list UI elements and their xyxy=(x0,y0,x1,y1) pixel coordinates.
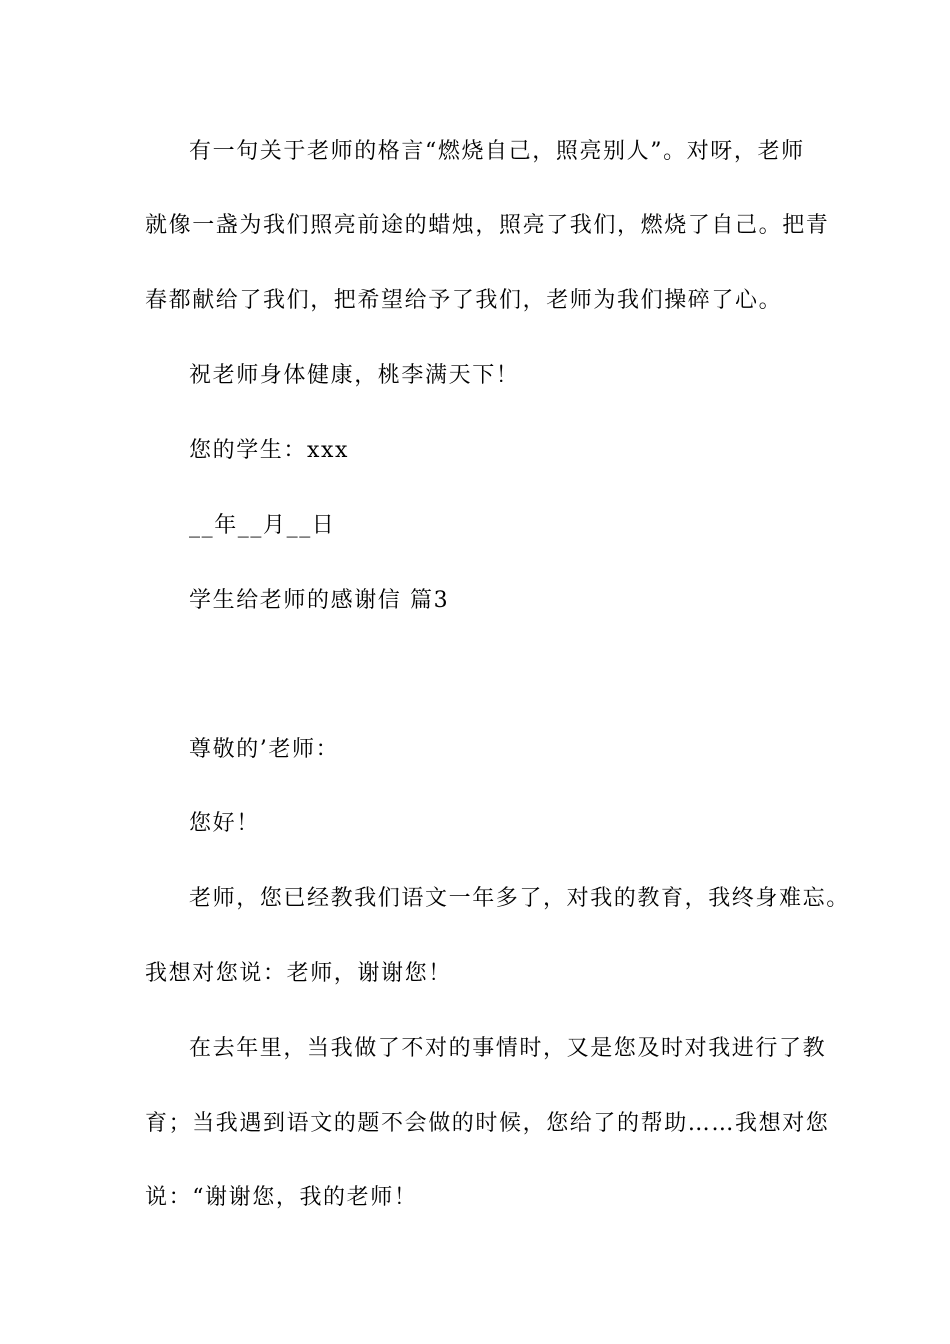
closing-wish: 祝老师身体健康，桃李满天下！ xyxy=(189,363,520,388)
section-heading: 学生给老师的感谢信 篇3 xyxy=(189,588,450,613)
date-line: __年__月__日 xyxy=(189,513,336,538)
paragraph-line: 春都献给了我们，把希望给予了我们，老师为我们操碎了心。 xyxy=(145,288,783,313)
paragraph-line: 就像一盏为我们照亮前途的蜡烛，照亮了我们，燃烧了自己。把青 xyxy=(145,213,830,238)
paragraph-line: 有一句关于老师的格言“燃烧自己，照亮别人”。对呀，老师 xyxy=(189,139,805,164)
paragraph-line: 说：“谢谢您，我的老师！ xyxy=(145,1185,418,1210)
signature-line: 您的学生：xxx xyxy=(189,438,350,463)
paragraph-line: 在去年里，当我做了不对的事情时，又是您及时对我进行了教 xyxy=(189,1036,827,1061)
paragraph-line: 老师，您已经教我们语文一年多了，对我的教育，我终身难忘。 xyxy=(189,886,850,911)
paragraph-line: 育；当我遇到语文的题不会做的时候，您给了的帮助……我想对您 xyxy=(145,1111,830,1136)
salutation: 尊敬的’老师： xyxy=(189,737,340,762)
greeting: 您好！ xyxy=(189,811,260,836)
paragraph-line: 我想对您说：老师，谢谢您！ xyxy=(145,961,452,986)
